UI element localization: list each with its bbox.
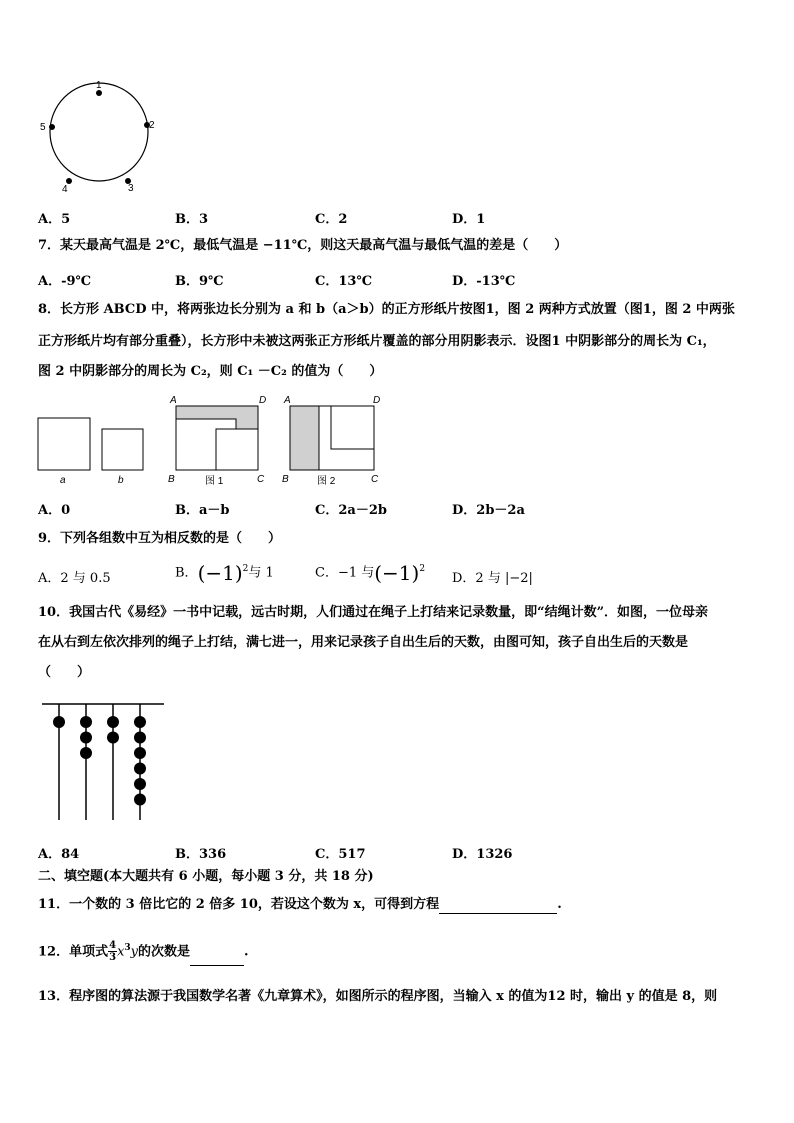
square-b [102, 429, 143, 470]
q13-question: 13．程序图的算法源于我国数学名著《九章算术》，如图所示的程序图，当输入 x 的值为12 时，输出 y 的值是 8，则 [38, 989, 718, 1004]
q9-option-b-label: B． [175, 565, 198, 581]
knot-rope4-2 [134, 732, 146, 744]
fig1-label-B: B [168, 474, 175, 485]
fig2-square-b [331, 406, 374, 449]
q9-option-b[interactable] [175, 561, 274, 585]
knot-rope4-6 [134, 794, 146, 806]
q7-option-a[interactable]: A．-9℃ [38, 274, 92, 289]
q12-end: . [244, 944, 249, 960]
q12-var-y: y [130, 944, 139, 960]
fig2-caption: 图 2 [317, 476, 336, 487]
point-5 [49, 124, 55, 130]
label-5: 5 [40, 122, 46, 133]
q7-option-c[interactable]: C．13℃ [315, 274, 373, 289]
q12-answer-blank[interactable] [190, 939, 244, 966]
q12-frac-num: 4 [109, 940, 117, 952]
q9-option-d[interactable]: D．2 与 |−2| [452, 571, 533, 586]
q10-option-a[interactable]: A．84 [38, 847, 80, 862]
q6-option-d[interactable]: D．1 [452, 212, 486, 227]
section2-title: 二、填空题(本大题共有 6 小题，每小题 3 分，共 18 分) [38, 869, 374, 884]
label-a: a [60, 475, 66, 486]
knot-rope4-3 [134, 747, 146, 759]
q12-exp: 3 [124, 943, 131, 953]
q12-question [38, 935, 249, 966]
label-2: 2 [149, 120, 155, 131]
q9-option-c-base: (−1) [374, 561, 420, 585]
q6-option-a[interactable]: A．5 [38, 212, 71, 227]
knot-rope1-1 [53, 716, 65, 728]
fig1-label-A: A [170, 395, 177, 406]
label-b: b [118, 475, 124, 486]
fig1-square-b [216, 429, 258, 470]
q7-question: 7．某天最高气温是 2℃，最低气温是 −11℃，则这天最高气温与最低气温的差是（ ） [38, 238, 568, 253]
knot-rope4-5 [134, 778, 146, 790]
q8-option-c[interactable]: C．2a－2b [315, 503, 387, 518]
q12-frac-den: 3 [109, 952, 117, 964]
q8-question-line1: 8．长方形 ABCD 中，将两张边长分别为 a 和 b（a＞b）的正方形纸片按图1，图 2 两种方式放置（图1，图 2 中两张 [38, 302, 735, 317]
label-3: 3 [128, 183, 134, 194]
q9-question: 9．下列各组数中互为相反数的是（ ） [38, 531, 282, 546]
label-4: 4 [62, 184, 68, 195]
knot-figure [38, 700, 168, 825]
circle-figure [38, 78, 168, 198]
q11-end: . [557, 897, 562, 912]
q12-pre: 12．单项式 [38, 944, 109, 960]
circle [50, 83, 148, 181]
fig1-label-C: C [257, 474, 265, 485]
q11-question [38, 897, 562, 914]
q10-option-b[interactable]: B．336 [175, 847, 227, 862]
q10-question-line3: （ ） [38, 665, 91, 680]
q6-option-c[interactable]: C．2 [315, 212, 348, 227]
q8-option-b[interactable]: B．a－b [175, 503, 230, 518]
square-a [38, 418, 90, 470]
knot-rope2-3 [80, 747, 92, 759]
label-1: 1 [96, 80, 102, 91]
q7-option-d[interactable]: D．-13℃ [452, 274, 516, 289]
knot-rope3-2 [107, 732, 119, 744]
fig2-label-A: A [284, 395, 291, 406]
q9-option-c-exp: 2 [419, 564, 426, 575]
knot-rope2-2 [80, 732, 92, 744]
q11-answer-blank[interactable] [439, 897, 557, 914]
q8-question-line3: 图 2 中阴影部分的周长为 C₂，则 C₁ －C₂ 的值为（ ） [38, 364, 383, 379]
q12-post: 的次数是 [138, 944, 191, 960]
q7-option-b[interactable]: B．9℃ [175, 274, 224, 289]
q8-question-line2: 正方形纸片均有部分重叠），长方形中未被这两张正方形纸片覆盖的部分用阴影表示．设图1 中阴影部分的周长为 C₁， [38, 334, 716, 349]
knot-rope4-1 [134, 716, 146, 728]
q9-option-b-exp: 2 [242, 564, 249, 575]
q10-question-line1: 10．我国古代《易经》一书中记载，远古时期，人们通过在绳子上打结来记录数量，即“结绳计数”．如图，一位母亲 [38, 605, 709, 620]
q8-figures [30, 390, 390, 490]
fig2-label-B: B [282, 474, 289, 485]
fig1-caption: 图 1 [205, 476, 224, 487]
fig1-label-D: D [259, 395, 267, 406]
q9-option-c[interactable] [315, 561, 425, 585]
fig2-label-C: C [371, 474, 379, 485]
q12-fraction [108, 940, 117, 963]
q8-option-d[interactable]: D．2b－2a [452, 503, 525, 518]
q9-option-a[interactable]: A．2 与 0.5 [38, 571, 111, 586]
knot-rope4-4 [134, 763, 146, 775]
q8-option-a[interactable]: A．0 [38, 503, 71, 518]
q12-var-x: x [117, 944, 125, 960]
q9-option-c-label: C．−1 与 [315, 565, 375, 581]
q9-option-b-base: (−1) [197, 561, 243, 585]
q11-text: 11．一个数的 3 倍比它的 2 倍多 10，若设这个数为 x，可得到方程 [38, 897, 440, 912]
q6-option-b[interactable]: B．3 [175, 212, 209, 227]
q10-question-line2: 在从右到左依次排列的绳子上打结，满七进一，用来记录孩子自出生后的天数，由图可知，孩子自出生后的天数是 [38, 635, 689, 650]
fig2-label-D: D [373, 395, 381, 406]
q10-option-d[interactable]: D．1326 [452, 847, 513, 862]
q10-option-c[interactable]: C．517 [315, 847, 366, 862]
knot-rope2-1 [80, 716, 92, 728]
q9-option-b-post: 与 1 [248, 565, 274, 581]
knot-rope3-1 [107, 716, 119, 728]
